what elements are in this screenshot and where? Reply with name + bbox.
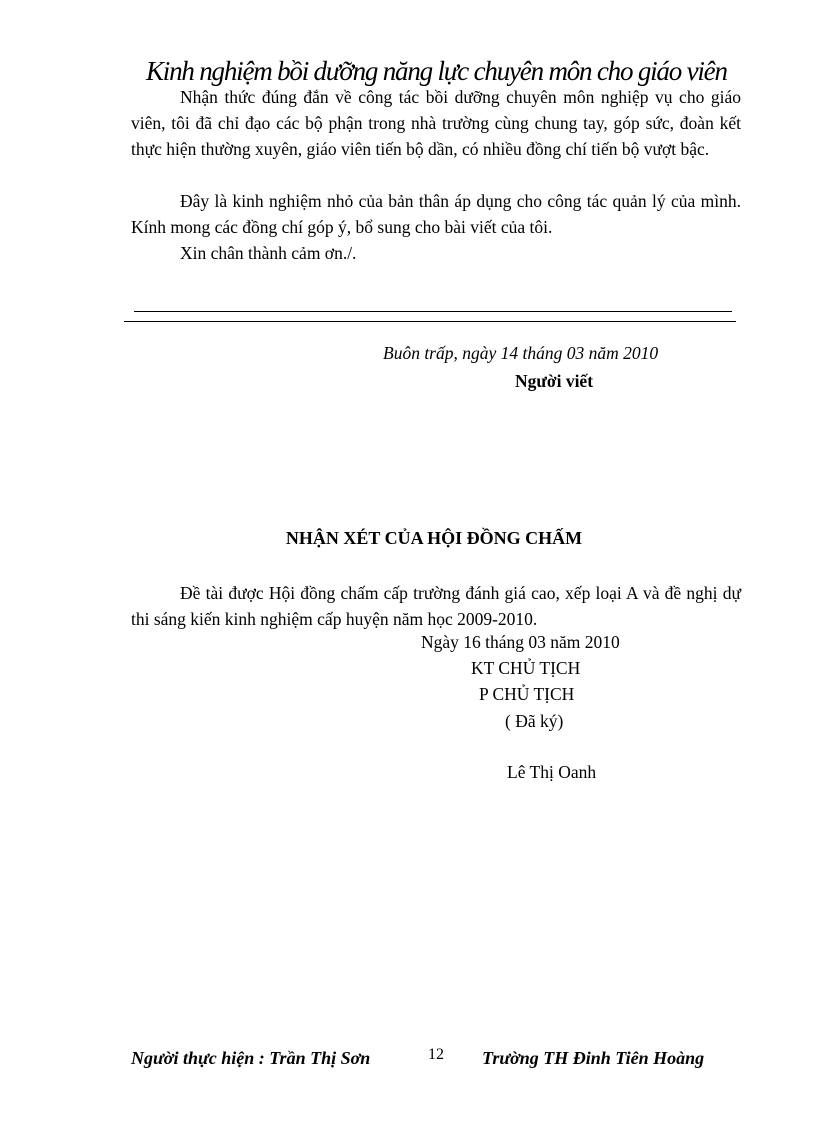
review-signer-name: Lê Thị Oanh — [507, 762, 597, 782]
separator-line-upper — [134, 311, 732, 312]
body-paragraph-1: Nhận thức đúng đắn về công tác bồi dưỡng chuyên môn nghiệp vụ cho giáo viên, tôi đã chỉ đạo các bộ phận trong nhà trường cùng chung tay, góp sức, đoàn kết thực hiện thường xuyên, giáo viên tiến bộ dần, có nhiều đồng chí tiến bộ vượt bậc. — [131, 87, 741, 159]
review-signed-note: ( Đã ký) — [505, 711, 564, 731]
footer-page-number: 12 — [428, 1046, 444, 1063]
footer-author: Người thực hiện : Trần Thị Sơn — [131, 1048, 371, 1068]
body-paragraph-2: Đây là kinh nghiệm nhỏ của bản thân áp dụng cho công tác quản lý của mình. Kính mong các đồng chí góp ý, bổ sung cho bài viết của tôi. — [131, 191, 741, 237]
review-deputy-title: P CHỦ TỊCH — [479, 684, 575, 704]
running-header-title: Kinh nghiệm bồi dưỡng năng lực chuyên môn cho giáo viên — [146, 56, 727, 86]
review-heading: NHẬN XÉT CỦA HỘI ĐỒNG CHẤM — [285, 528, 583, 548]
review-paragraph: Đề tài được Hội đồng chấm cấp trường đánh giá cao, xếp loại A và đề nghị dự thi sáng kiến kinh nghiệm cấp huyện năm học 2009-2010. — [131, 583, 741, 629]
review-date: Ngày 16 tháng 03 năm 2010 — [421, 632, 620, 652]
body-paragraph-3: Xin chân thành cảm ơn./. — [180, 243, 357, 263]
review-chairman-title: KT CHỦ TỊCH — [471, 658, 581, 678]
signature-date: Buôn trấp, ngày 14 tháng 03 năm 2010 — [383, 343, 659, 363]
signature-role: Người viết — [515, 371, 594, 391]
footer-school: Trường TH Đinh Tiên Hoàng — [482, 1048, 705, 1068]
separator-line-lower — [124, 321, 736, 322]
